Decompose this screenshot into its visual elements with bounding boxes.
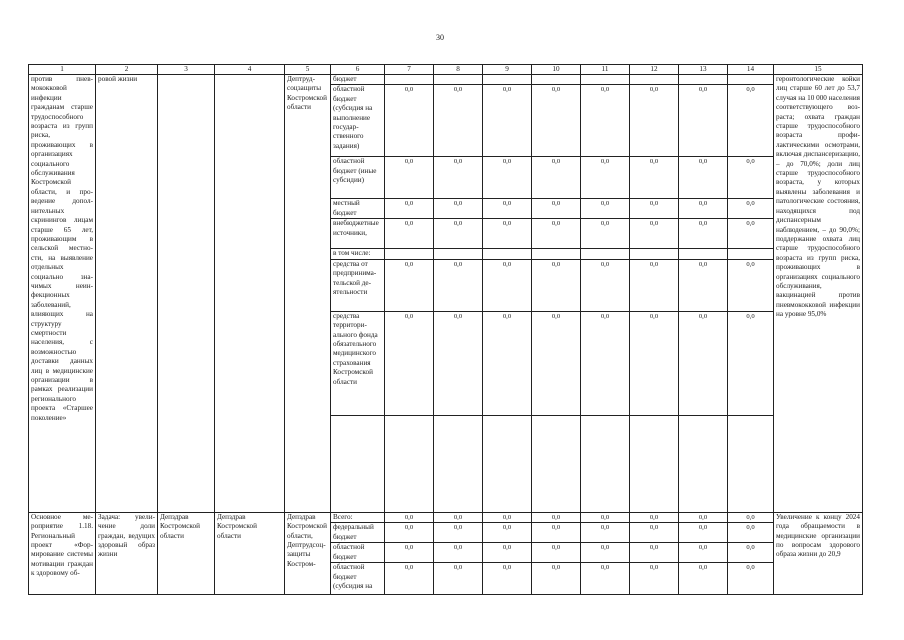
value-cell: 0,0 <box>385 259 434 311</box>
funding-source: местный бюджет <box>331 199 385 219</box>
value-cell: 0,0 <box>434 512 483 522</box>
page-number: 30 <box>436 33 444 42</box>
value-cell: 0,0 <box>434 523 483 543</box>
funding-source: областной бюджет (иные субсидии) <box>331 157 385 199</box>
header-cell: 4 <box>215 65 285 75</box>
value-cell: 0,0 <box>434 85 483 157</box>
funding-source: бюджет <box>331 75 385 85</box>
value-cell: 0,0 <box>532 512 581 522</box>
value-cell: 0,0 <box>483 157 532 199</box>
value-cell: 0,0 <box>630 311 679 415</box>
value-cell: 0,0 <box>483 523 532 543</box>
value-cell: 0,0 <box>581 199 630 219</box>
participant-cell: Депздрав Костромской области, Дептрудсоцзащиты Костром- <box>285 512 331 594</box>
funding-source: областной бюджет (субсидия на выполнение государственного задания) <box>331 85 385 157</box>
header-cell: 2 <box>96 65 158 75</box>
value-cell: 0,0 <box>581 157 630 199</box>
value-cell: 0,0 <box>532 85 581 157</box>
value-cell: 0,0 <box>385 311 434 415</box>
value-cell: 0,0 <box>728 85 774 157</box>
value-cell: 0,0 <box>434 157 483 199</box>
value-cell: 0,0 <box>532 543 581 563</box>
table-row <box>29 512 863 522</box>
value-cell: 0,0 <box>532 523 581 543</box>
header-cell: 10 <box>532 65 581 75</box>
participant-cell: Дептрудсоцзащиты Костромской области <box>285 75 331 513</box>
header-cell: 15 <box>774 65 863 75</box>
value-cell: 0,0 <box>728 311 774 415</box>
value-cell: 0,0 <box>679 523 728 543</box>
header-row <box>29 65 863 75</box>
funding-source: областной бюджет (субсидия на <box>331 563 385 595</box>
funding-source: средства от предпринимательской деятельности <box>331 259 385 311</box>
value-cell: 0,0 <box>728 523 774 543</box>
value-cell: 0,0 <box>728 563 774 595</box>
value-cell: 0,0 <box>630 543 679 563</box>
value-cell: 0,0 <box>434 259 483 311</box>
value-cell: 0,0 <box>483 311 532 415</box>
header-cell: 9 <box>483 65 532 75</box>
value-cell: 0,0 <box>679 512 728 522</box>
value-cell: 0,0 <box>385 523 434 543</box>
funding-source: областной бюджет <box>331 543 385 563</box>
value-cell: 0,0 <box>581 523 630 543</box>
header-cell: 8 <box>434 65 483 75</box>
funding-source: федеральный бюджет <box>331 523 385 543</box>
value-cell: 0,0 <box>679 543 728 563</box>
value-cell: 0,0 <box>385 199 434 219</box>
coexecutor-cell <box>215 75 285 513</box>
value-cell: 0,0 <box>630 523 679 543</box>
value-cell: 0,0 <box>728 259 774 311</box>
value-cell: 0,0 <box>581 219 630 249</box>
expected-result: Увеличение к концу 2024 года обращаемости в медицинские организации по вопросам здорового образа жизни до 20,9 <box>774 512 863 594</box>
value-cell: 0,0 <box>434 311 483 415</box>
value-cell: 0,0 <box>630 157 679 199</box>
value-cell: 0,0 <box>483 259 532 311</box>
funding-source: Всего: <box>331 512 385 522</box>
funding-source: внебюджетные источники, <box>331 219 385 249</box>
expected-result: геронтологические койки лиц старше 60 лет до 53,7 случая на 10 000 населения соответствующего возраста; охвата граждан старше трудоспособного возраста профилактическими осмотрами, включая диспансеризацию, – до 70,0%; доли лиц старше трудоспособного возраста, у которых выявлены заболевания и патологические состояния, находящихся под диспансерным наблюдением, – до 90,0%; поддержание охвата лиц старше трудоспособного возраста из групп риска, проживающих в организациях социального обслуживания, вакцинацией против пневмококковой инфекции на уровне 95,0% <box>774 75 863 513</box>
table-row <box>29 75 863 85</box>
value-cell: 0,0 <box>385 219 434 249</box>
header-cell: 14 <box>728 65 774 75</box>
value-cell: 0,0 <box>483 563 532 595</box>
value-cell: 0,0 <box>483 85 532 157</box>
header-cell: 11 <box>581 65 630 75</box>
value-cell: 0,0 <box>532 219 581 249</box>
value-cell: 0,0 <box>630 219 679 249</box>
value-cell: 0,0 <box>483 512 532 522</box>
budget-table <box>28 64 863 595</box>
value-cell: 0,0 <box>532 259 581 311</box>
header-cell: 6 <box>331 65 385 75</box>
value-cell: 0,0 <box>483 219 532 249</box>
coexecutor-cell: Депздрав Костромской области <box>215 512 285 594</box>
value-cell: 0,0 <box>679 259 728 311</box>
value-cell: 0,0 <box>532 199 581 219</box>
funding-source: средства территориального фонда обязательного медицинского страхования Костромской области <box>331 311 385 415</box>
value-cell: 0,0 <box>581 563 630 595</box>
value-cell: 0,0 <box>385 157 434 199</box>
measure-description: против пневмококковой инфекции гражданам старше трудоспособного возраста из групп риска, проживающих в организациях социального обслуживания Костромской области, и проведение дополнительных скринингов лицам старше 65 лет, проживающим в сельской местности, на выявление отдельных социально значимых неинфекционных заболеваний, влияющих на структуру смертности населения, с возможностью доставки данных лиц в медицинские организации в рамках реализации регионального проекта «Старшее поколение» <box>29 75 96 513</box>
responsible-cell: Депздрав Костромской области <box>158 512 215 594</box>
value-cell: 0,0 <box>728 543 774 563</box>
header-cell: 12 <box>630 65 679 75</box>
value-cell: 0,0 <box>728 199 774 219</box>
header-cell: 13 <box>679 65 728 75</box>
value-cell: 0,0 <box>434 543 483 563</box>
value-cell: 0,0 <box>630 563 679 595</box>
header-cell: 5 <box>285 65 331 75</box>
responsible-cell <box>158 75 215 513</box>
value-cell: 0,0 <box>728 157 774 199</box>
funding-source: в том числе: <box>331 249 385 259</box>
header-cell: 1 <box>29 65 96 75</box>
value-cell: 0,0 <box>581 543 630 563</box>
value-cell: 0,0 <box>581 311 630 415</box>
value-cell: 0,0 <box>630 199 679 219</box>
value-cell: 0,0 <box>532 157 581 199</box>
measure-description: Основное мероприятие 1.18. Региональный проект «Формирование системы мотивации граждан к здоровому об- <box>29 512 96 594</box>
value-cell: 0,0 <box>581 259 630 311</box>
value-cell: 0,0 <box>679 157 728 199</box>
value-cell: 0,0 <box>532 563 581 595</box>
task-cell: ровой жизни <box>96 75 158 513</box>
task-cell: Задача: увеличение доли граждан, ведущих здоровый образ жизни <box>96 512 158 594</box>
value-cell: 0,0 <box>581 85 630 157</box>
value-cell: 0,0 <box>385 512 434 522</box>
value-cell: 0,0 <box>679 563 728 595</box>
header-cell: 3 <box>158 65 215 75</box>
value-cell: 0,0 <box>483 543 532 563</box>
value-cell: 0,0 <box>434 563 483 595</box>
value-cell: 0,0 <box>385 563 434 595</box>
value-cell: 0,0 <box>385 543 434 563</box>
value-cell: 0,0 <box>532 311 581 415</box>
value-cell: 0,0 <box>630 259 679 311</box>
value-cell: 0,0 <box>581 512 630 522</box>
value-cell: 0,0 <box>630 85 679 157</box>
header-cell: 7 <box>385 65 434 75</box>
value-cell: 0,0 <box>434 219 483 249</box>
value-cell: 0,0 <box>679 85 728 157</box>
value-cell: 0,0 <box>728 512 774 522</box>
value-cell: 0,0 <box>630 512 679 522</box>
value-cell: 0,0 <box>679 311 728 415</box>
value-cell: 0,0 <box>483 199 532 219</box>
value-cell: 0,0 <box>679 199 728 219</box>
value-cell: 0,0 <box>385 85 434 157</box>
value-cell: 0,0 <box>728 219 774 249</box>
value-cell: 0,0 <box>434 199 483 219</box>
value-cell: 0,0 <box>679 219 728 249</box>
